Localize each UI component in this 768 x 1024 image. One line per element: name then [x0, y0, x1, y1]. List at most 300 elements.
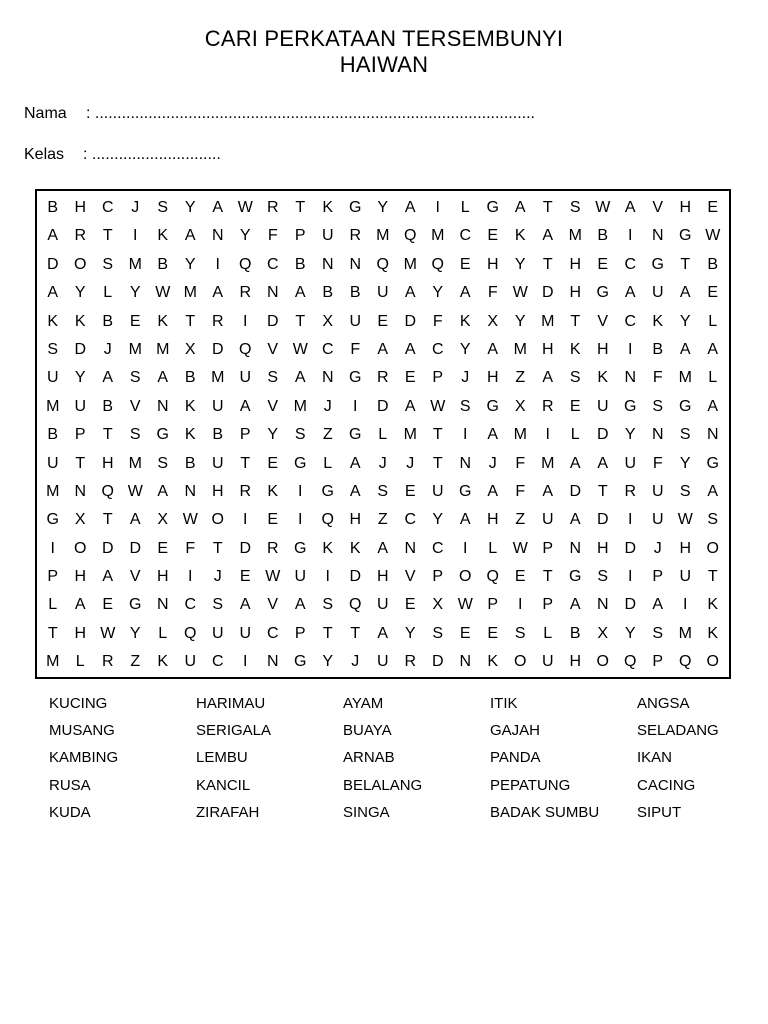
- grid-letter[interactable]: C: [266, 255, 279, 273]
- grid-letter[interactable]: Y: [432, 284, 444, 302]
- grid-letter[interactable]: R: [74, 227, 87, 245]
- grid-letter[interactable]: E: [239, 568, 251, 586]
- grid-letter[interactable]: A: [542, 482, 554, 500]
- grid-letter[interactable]: V: [597, 312, 609, 330]
- grid-letter[interactable]: C: [624, 255, 637, 273]
- grid-letter[interactable]: Y: [267, 426, 279, 444]
- grid-letter[interactable]: T: [542, 568, 553, 586]
- grid-letter[interactable]: G: [156, 426, 169, 444]
- grid-letter[interactable]: C: [404, 511, 417, 529]
- grid-letter[interactable]: F: [185, 539, 196, 557]
- grid-letter[interactable]: V: [267, 397, 279, 415]
- grid-letter[interactable]: A: [542, 369, 554, 387]
- grid-letter[interactable]: S: [432, 624, 444, 642]
- grid-letter[interactable]: H: [74, 624, 87, 642]
- grid-letter[interactable]: A: [404, 340, 416, 358]
- grid-letter[interactable]: X: [514, 397, 526, 415]
- grid-letter[interactable]: M: [513, 426, 527, 444]
- grid-letter[interactable]: G: [596, 284, 609, 302]
- grid-letter[interactable]: M: [46, 397, 60, 415]
- grid-letter[interactable]: W: [265, 568, 281, 586]
- grid-letter[interactable]: T: [350, 624, 361, 642]
- grid-letter[interactable]: N: [459, 454, 472, 472]
- grid-letter[interactable]: U: [541, 653, 554, 671]
- grid-letter[interactable]: N: [184, 482, 197, 500]
- grid-letter[interactable]: M: [211, 369, 225, 387]
- grid-letter[interactable]: H: [376, 568, 389, 586]
- grid-letter[interactable]: A: [487, 340, 499, 358]
- grid-letter[interactable]: Y: [679, 454, 691, 472]
- grid-letter[interactable]: T: [295, 312, 306, 330]
- grid-letter[interactable]: D: [541, 284, 554, 302]
- grid-letter[interactable]: A: [569, 596, 581, 614]
- grid-letter[interactable]: E: [487, 227, 499, 245]
- grid-letter[interactable]: X: [432, 596, 444, 614]
- grid-letter[interactable]: P: [432, 568, 444, 586]
- grid-letter[interactable]: H: [569, 653, 582, 671]
- grid-letter[interactable]: U: [431, 482, 444, 500]
- grid-letter[interactable]: X: [184, 340, 196, 358]
- grid-letter[interactable]: W: [155, 284, 171, 302]
- grid-letter[interactable]: M: [403, 255, 417, 273]
- grid-letter[interactable]: V: [267, 596, 279, 614]
- grid-letter[interactable]: T: [680, 255, 691, 273]
- grid-letter[interactable]: X: [597, 624, 609, 642]
- grid-letter[interactable]: I: [628, 340, 633, 358]
- grid-letter[interactable]: K: [707, 596, 719, 614]
- grid-letter[interactable]: G: [486, 199, 499, 216]
- grid-letter[interactable]: A: [404, 199, 416, 216]
- grid-letter[interactable]: J: [131, 199, 140, 216]
- grid-letter[interactable]: M: [541, 454, 555, 472]
- grid-letter[interactable]: H: [74, 568, 87, 586]
- grid-letter[interactable]: H: [596, 539, 609, 557]
- grid-letter[interactable]: F: [515, 482, 526, 500]
- grid-letter[interactable]: D: [101, 539, 114, 557]
- grid-letter[interactable]: I: [298, 511, 303, 529]
- grid-letter[interactable]: G: [349, 369, 362, 387]
- grid-letter[interactable]: E: [459, 624, 471, 642]
- grid-letter[interactable]: E: [157, 539, 169, 557]
- grid-letter[interactable]: M: [128, 255, 142, 273]
- grid-letter[interactable]: A: [157, 482, 169, 500]
- grid-letter[interactable]: R: [376, 369, 389, 387]
- grid-letter[interactable]: B: [652, 340, 664, 358]
- grid-letter[interactable]: I: [325, 568, 330, 586]
- grid-letter[interactable]: K: [322, 199, 334, 216]
- grid-letter[interactable]: R: [266, 539, 279, 557]
- grid-letter[interactable]: U: [239, 624, 252, 642]
- grid-letter[interactable]: B: [294, 255, 306, 273]
- grid-letter[interactable]: I: [215, 255, 220, 273]
- grid-letter[interactable]: A: [404, 284, 416, 302]
- grid-letter[interactable]: U: [184, 653, 197, 671]
- grid-letter[interactable]: Q: [431, 255, 444, 273]
- grid-letter[interactable]: P: [542, 539, 554, 557]
- grid-letter[interactable]: P: [74, 426, 86, 444]
- grid-letter[interactable]: Y: [404, 624, 416, 642]
- grid-letter[interactable]: C: [624, 312, 637, 330]
- grid-letter[interactable]: L: [48, 596, 58, 614]
- grid-letter[interactable]: I: [435, 199, 440, 216]
- grid-letter[interactable]: Z: [377, 511, 388, 529]
- grid-letter[interactable]: U: [211, 624, 224, 642]
- grid-letter[interactable]: R: [349, 227, 362, 245]
- grid-letter[interactable]: G: [294, 454, 307, 472]
- grid-letter[interactable]: I: [50, 539, 55, 557]
- grid-letter[interactable]: P: [47, 568, 59, 586]
- grid-letter[interactable]: T: [185, 312, 196, 330]
- grid-letter[interactable]: W: [127, 482, 143, 500]
- grid-letter[interactable]: T: [212, 539, 223, 557]
- grid-letter[interactable]: Y: [432, 511, 444, 529]
- grid-letter[interactable]: T: [597, 482, 608, 500]
- grid-letter[interactable]: R: [404, 653, 417, 671]
- grid-letter[interactable]: X: [74, 511, 86, 529]
- grid-letter[interactable]: A: [294, 284, 306, 302]
- grid-letter[interactable]: P: [652, 568, 664, 586]
- grid-letter[interactable]: E: [267, 454, 279, 472]
- grid-letter[interactable]: J: [213, 568, 222, 586]
- grid-letter[interactable]: Q: [486, 568, 499, 586]
- grid-letter[interactable]: B: [102, 312, 114, 330]
- grid-letter[interactable]: A: [404, 397, 416, 415]
- grid-letter[interactable]: D: [211, 340, 224, 358]
- grid-letter[interactable]: S: [569, 199, 581, 216]
- grid-letter[interactable]: V: [652, 199, 664, 216]
- grid-letter[interactable]: I: [463, 539, 468, 557]
- grid-letter[interactable]: T: [102, 511, 113, 529]
- grid-letter[interactable]: Y: [74, 284, 86, 302]
- grid-letter[interactable]: O: [211, 511, 224, 529]
- grid-letter[interactable]: U: [46, 454, 59, 472]
- grid-letter[interactable]: E: [404, 482, 416, 500]
- grid-letter[interactable]: E: [487, 624, 499, 642]
- grid-letter[interactable]: G: [679, 227, 692, 245]
- grid-letter[interactable]: D: [74, 340, 87, 358]
- grid-letter[interactable]: A: [294, 596, 306, 614]
- grid-letter[interactable]: L: [708, 312, 718, 330]
- grid-letter[interactable]: C: [211, 653, 224, 671]
- grid-letter[interactable]: G: [624, 397, 637, 415]
- grid-letter[interactable]: T: [47, 624, 58, 642]
- grid-letter[interactable]: W: [100, 624, 116, 642]
- grid-letter[interactable]: A: [652, 596, 664, 614]
- grid-letter[interactable]: G: [129, 596, 142, 614]
- grid-letter[interactable]: V: [267, 340, 279, 358]
- grid-letter[interactable]: U: [376, 284, 389, 302]
- grid-letter[interactable]: D: [239, 539, 252, 557]
- grid-letter[interactable]: S: [47, 340, 59, 358]
- grid-letter[interactable]: T: [240, 454, 251, 472]
- grid-letter[interactable]: U: [239, 369, 252, 387]
- grid-letter[interactable]: N: [706, 426, 719, 444]
- grid-letter[interactable]: K: [184, 426, 196, 444]
- grid-letter[interactable]: L: [570, 426, 580, 444]
- grid-letter[interactable]: O: [706, 539, 719, 557]
- grid-letter[interactable]: A: [239, 397, 251, 415]
- grid-letter[interactable]: S: [102, 255, 114, 273]
- grid-letter[interactable]: S: [212, 596, 224, 614]
- grid-letter[interactable]: J: [461, 369, 470, 387]
- grid-letter[interactable]: E: [514, 568, 526, 586]
- grid-letter[interactable]: T: [570, 312, 581, 330]
- grid-letter[interactable]: M: [46, 482, 60, 500]
- grid-letter[interactable]: Y: [129, 624, 141, 642]
- grid-letter[interactable]: E: [404, 369, 416, 387]
- grid-letter[interactable]: K: [157, 653, 169, 671]
- grid-letter[interactable]: J: [378, 454, 387, 472]
- grid-letter[interactable]: E: [267, 511, 279, 529]
- grid-letter[interactable]: P: [652, 653, 664, 671]
- grid-letter[interactable]: R: [101, 653, 114, 671]
- grid-letter[interactable]: G: [321, 482, 334, 500]
- grid-letter[interactable]: M: [541, 312, 555, 330]
- grid-letter[interactable]: R: [239, 482, 252, 500]
- grid-letter[interactable]: A: [102, 568, 114, 586]
- grid-letter[interactable]: Z: [515, 369, 526, 387]
- grid-letter[interactable]: U: [651, 511, 664, 529]
- grid-letter[interactable]: U: [376, 596, 389, 614]
- grid-letter[interactable]: V: [129, 397, 141, 415]
- grid-letter[interactable]: W: [457, 596, 473, 614]
- grid-letter[interactable]: N: [321, 369, 334, 387]
- grid-letter[interactable]: W: [182, 511, 198, 529]
- grid-letter[interactable]: F: [652, 369, 663, 387]
- grid-letter[interactable]: E: [129, 312, 141, 330]
- grid-letter[interactable]: A: [102, 369, 114, 387]
- grid-letter[interactable]: T: [707, 568, 718, 586]
- grid-letter[interactable]: K: [349, 539, 361, 557]
- grid-letter[interactable]: F: [350, 340, 361, 358]
- grid-letter[interactable]: I: [463, 426, 468, 444]
- grid-letter[interactable]: W: [705, 227, 721, 245]
- grid-letter[interactable]: K: [459, 312, 471, 330]
- grid-letter[interactable]: F: [267, 227, 278, 245]
- grid-letter[interactable]: B: [707, 255, 719, 273]
- grid-letter[interactable]: U: [211, 397, 224, 415]
- grid-letter[interactable]: G: [679, 397, 692, 415]
- grid-letter[interactable]: A: [707, 397, 719, 415]
- grid-letter[interactable]: N: [404, 539, 417, 557]
- grid-letter[interactable]: Q: [239, 255, 252, 273]
- grid-letter[interactable]: N: [569, 539, 582, 557]
- grid-letter[interactable]: D: [349, 568, 362, 586]
- grid-letter[interactable]: D: [624, 539, 637, 557]
- grid-letter[interactable]: K: [487, 653, 499, 671]
- grid-letter[interactable]: I: [683, 596, 688, 614]
- grid-letter[interactable]: W: [512, 284, 528, 302]
- grid-letter[interactable]: T: [102, 426, 113, 444]
- grid-letter[interactable]: O: [596, 653, 609, 671]
- grid-letter[interactable]: P: [487, 596, 499, 614]
- grid-letter[interactable]: S: [652, 397, 664, 415]
- grid-letter[interactable]: H: [156, 568, 169, 586]
- grid-letter[interactable]: S: [707, 511, 719, 529]
- grid-letter[interactable]: F: [487, 284, 498, 302]
- grid-letter[interactable]: C: [321, 340, 334, 358]
- grid-letter[interactable]: S: [377, 482, 389, 500]
- grid-letter[interactable]: G: [294, 653, 307, 671]
- grid-letter[interactable]: A: [212, 199, 224, 216]
- grid-letter[interactable]: U: [321, 227, 334, 245]
- grid-letter[interactable]: U: [349, 312, 362, 330]
- grid-letter[interactable]: A: [542, 227, 554, 245]
- grid-letter[interactable]: G: [349, 426, 362, 444]
- grid-letter[interactable]: L: [378, 426, 388, 444]
- grid-letter[interactable]: Q: [239, 340, 252, 358]
- grid-letter[interactable]: M: [376, 227, 390, 245]
- grid-letter[interactable]: A: [624, 199, 636, 216]
- grid-letter[interactable]: I: [353, 397, 358, 415]
- grid-letter[interactable]: U: [679, 568, 692, 586]
- grid-letter[interactable]: K: [707, 624, 719, 642]
- grid-letter[interactable]: Y: [514, 255, 526, 273]
- grid-letter[interactable]: O: [514, 653, 527, 671]
- grid-letter[interactable]: D: [569, 482, 582, 500]
- grid-letter[interactable]: K: [157, 312, 169, 330]
- grid-letter[interactable]: U: [651, 284, 664, 302]
- grid-letter[interactable]: A: [129, 511, 141, 529]
- grid-letter[interactable]: N: [266, 284, 279, 302]
- grid-letter[interactable]: E: [707, 199, 719, 216]
- grid-letter[interactable]: N: [156, 596, 169, 614]
- grid-letter[interactable]: U: [211, 454, 224, 472]
- grid-letter[interactable]: M: [183, 284, 197, 302]
- grid-letter[interactable]: A: [679, 284, 691, 302]
- grid-letter[interactable]: Y: [514, 312, 526, 330]
- grid-letter[interactable]: N: [211, 227, 224, 245]
- grid-letter[interactable]: Y: [377, 199, 389, 216]
- grid-letter[interactable]: W: [430, 397, 446, 415]
- grid-letter[interactable]: A: [487, 426, 499, 444]
- grid-letter[interactable]: Q: [376, 255, 389, 273]
- grid-letter[interactable]: H: [486, 369, 499, 387]
- grid-letter[interactable]: N: [156, 397, 169, 415]
- grid-letter[interactable]: A: [597, 454, 609, 472]
- grid-letter[interactable]: A: [294, 369, 306, 387]
- grid-letter[interactable]: D: [624, 596, 637, 614]
- grid-letter[interactable]: L: [460, 199, 470, 216]
- grid-letter[interactable]: A: [707, 482, 719, 500]
- grid-letter[interactable]: C: [101, 199, 114, 216]
- grid-letter[interactable]: U: [596, 397, 609, 415]
- grid-letter[interactable]: N: [651, 227, 664, 245]
- grid-letter[interactable]: W: [512, 539, 528, 557]
- grid-letter[interactable]: H: [679, 539, 692, 557]
- grid-letter[interactable]: H: [596, 340, 609, 358]
- grid-letter[interactable]: Y: [679, 312, 691, 330]
- grid-letter[interactable]: K: [157, 227, 169, 245]
- grid-letter[interactable]: N: [266, 653, 279, 671]
- grid-letter[interactable]: K: [597, 369, 609, 387]
- grid-letter[interactable]: A: [74, 596, 86, 614]
- grid-letter[interactable]: K: [652, 312, 664, 330]
- grid-letter[interactable]: I: [628, 511, 633, 529]
- grid-letter[interactable]: A: [47, 284, 59, 302]
- grid-letter[interactable]: N: [651, 426, 664, 444]
- grid-letter[interactable]: S: [459, 397, 471, 415]
- grid-letter[interactable]: I: [133, 227, 138, 245]
- grid-letter[interactable]: A: [679, 340, 691, 358]
- grid-letter[interactable]: W: [292, 340, 308, 358]
- grid-letter[interactable]: N: [624, 369, 637, 387]
- grid-letter[interactable]: A: [239, 596, 251, 614]
- grid-letter[interactable]: Q: [404, 227, 417, 245]
- grid-letter[interactable]: M: [678, 624, 692, 642]
- grid-letter[interactable]: B: [212, 426, 224, 444]
- grid-letter[interactable]: A: [459, 511, 471, 529]
- grid-letter[interactable]: J: [103, 340, 112, 358]
- grid-letter[interactable]: F: [652, 454, 663, 472]
- grid-letter[interactable]: F: [515, 454, 526, 472]
- grid-letter[interactable]: D: [266, 312, 279, 330]
- grid-letter[interactable]: E: [404, 596, 416, 614]
- grid-letter[interactable]: H: [211, 482, 224, 500]
- grid-letter[interactable]: H: [101, 454, 114, 472]
- grid-letter[interactable]: D: [404, 312, 417, 330]
- grid-letter[interactable]: K: [322, 539, 334, 557]
- grid-letter[interactable]: W: [595, 199, 611, 216]
- grid-letter[interactable]: R: [624, 482, 637, 500]
- grid-letter[interactable]: X: [487, 312, 499, 330]
- grid-letter[interactable]: Z: [322, 426, 333, 444]
- grid-letter[interactable]: M: [46, 653, 60, 671]
- grid-letter[interactable]: A: [47, 227, 59, 245]
- grid-letter[interactable]: L: [708, 369, 718, 387]
- grid-letter[interactable]: D: [46, 255, 59, 273]
- grid-letter[interactable]: G: [651, 255, 664, 273]
- grid-letter[interactable]: R: [266, 199, 279, 216]
- grid-letter[interactable]: W: [237, 199, 253, 216]
- grid-letter[interactable]: N: [74, 482, 87, 500]
- grid-letter[interactable]: U: [46, 369, 59, 387]
- grid-letter[interactable]: Q: [679, 653, 692, 671]
- grid-letter[interactable]: P: [294, 624, 306, 642]
- nama-field[interactable]: [24, 104, 535, 124]
- grid-letter[interactable]: U: [624, 454, 637, 472]
- grid-letter[interactable]: T: [75, 454, 86, 472]
- nama-blank[interactable]: : ...................................................................................................: [86, 105, 535, 122]
- grid-letter[interactable]: M: [678, 369, 692, 387]
- grid-letter[interactable]: X: [322, 312, 334, 330]
- grid-letter[interactable]: N: [459, 653, 472, 671]
- grid-letter[interactable]: I: [545, 426, 550, 444]
- grid-letter[interactable]: O: [74, 539, 87, 557]
- grid-letter[interactable]: Y: [74, 369, 86, 387]
- grid-letter[interactable]: J: [406, 454, 415, 472]
- grid-letter[interactable]: T: [102, 227, 113, 245]
- grid-letter[interactable]: B: [349, 284, 361, 302]
- grid-letter[interactable]: L: [75, 653, 85, 671]
- grid-letter[interactable]: M: [568, 227, 582, 245]
- grid-letter[interactable]: B: [102, 397, 114, 415]
- grid-letter[interactable]: H: [569, 284, 582, 302]
- grid-letter[interactable]: O: [706, 653, 719, 671]
- grid-letter[interactable]: A: [624, 284, 636, 302]
- grid-letter[interactable]: Y: [624, 426, 636, 444]
- kelas-blank[interactable]: : .............................: [83, 146, 221, 163]
- grid-letter[interactable]: Q: [101, 482, 114, 500]
- grid-letter[interactable]: Z: [515, 511, 526, 529]
- grid-letter[interactable]: B: [597, 227, 609, 245]
- grid-letter[interactable]: L: [323, 454, 333, 472]
- grid-letter[interactable]: L: [488, 539, 498, 557]
- grid-letter[interactable]: U: [376, 653, 389, 671]
- grid-letter[interactable]: M: [513, 340, 527, 358]
- grid-letter[interactable]: E: [377, 312, 389, 330]
- grid-letter[interactable]: E: [102, 596, 114, 614]
